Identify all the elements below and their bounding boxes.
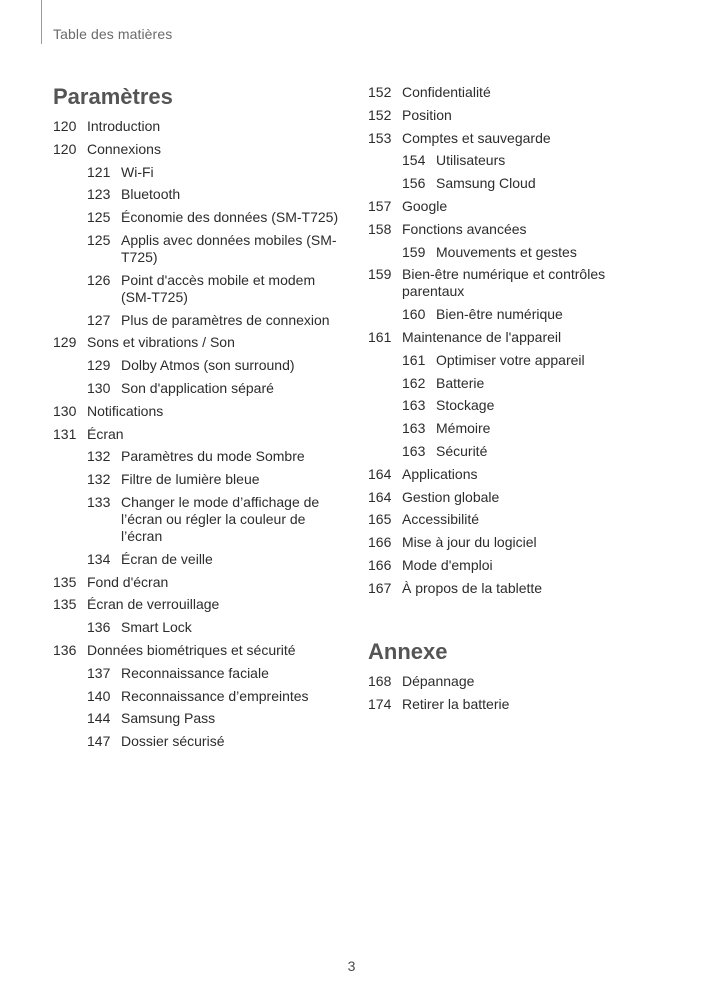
toc-entry-label: Samsung Cloud <box>436 175 536 192</box>
toc-page-number: 147 <box>87 733 111 750</box>
toc-entry[interactable] <box>53 710 343 727</box>
toc-page-number: 152 <box>368 84 392 100</box>
toc-page-number: 140 <box>87 687 111 704</box>
toc-page-number: 154 <box>402 152 426 169</box>
toc-page-number: 164 <box>368 465 392 482</box>
toc-entry-label: Dolby Atmos (son surround) <box>121 357 295 374</box>
toc-entry[interactable] <box>368 175 668 192</box>
toc-entry-label: Applis avec données mobiles (SM-T725) <box>121 231 337 265</box>
toc-entry-label: Données biométriques et sécurité <box>87 641 296 658</box>
toc-page-number: 167 <box>368 579 392 596</box>
toc-page-number: 163 <box>402 397 426 414</box>
toc-page-number: 152 <box>368 106 392 123</box>
toc-entry[interactable] <box>53 334 343 351</box>
toc-entry-label: Wi-Fi <box>121 163 154 180</box>
toc-entry-label: Fonctions avancées <box>402 220 527 237</box>
toc-entry-label: Gestion globale <box>402 488 500 505</box>
toc-entry-label: Smart Lock <box>121 619 192 636</box>
toc-entry[interactable] <box>368 107 668 124</box>
toc-page-number: 136 <box>87 619 111 636</box>
toc-page-number: 159 <box>368 266 392 283</box>
section-title-parametres: Paramètres <box>53 84 173 109</box>
toc-page-number: 161 <box>402 351 426 368</box>
right-column <box>368 84 668 718</box>
toc-entry[interactable] <box>53 272 343 306</box>
toc-entry[interactable] <box>368 375 668 392</box>
toc-entry-label: Sons et vibrations / Son <box>87 334 235 351</box>
toc-page-number: 126 <box>87 271 111 288</box>
toc-page-number: 127 <box>87 311 111 328</box>
toc-page-number: 130 <box>53 402 77 419</box>
toc-entry[interactable] <box>53 619 343 636</box>
toc-entry[interactable] <box>53 688 343 705</box>
toc-page-number: 130 <box>87 379 111 396</box>
toc-page-number: 163 <box>402 420 426 437</box>
section-title-annexe: Annexe <box>368 638 448 664</box>
toc-entry[interactable] <box>53 141 343 158</box>
toc-page-number: 162 <box>402 374 426 391</box>
toc-page-number: 121 <box>87 163 111 180</box>
toc-entry[interactable] <box>368 244 668 261</box>
toc-page-number: 132 <box>87 471 111 488</box>
toc-entry[interactable] <box>368 420 668 437</box>
toc-entry[interactable] <box>368 489 668 506</box>
toc-entry[interactable] <box>368 397 668 414</box>
toc-entry[interactable] <box>368 673 668 690</box>
toc-entry-label: Mise à jour du logiciel <box>402 534 537 551</box>
toc-entry[interactable] <box>53 357 343 374</box>
toc-page-number: 136 <box>53 641 77 658</box>
toc-entry[interactable] <box>53 642 343 659</box>
toc-entry[interactable] <box>368 511 668 528</box>
toc-entry-label: Écran de verrouillage <box>87 596 220 613</box>
toc-page-number: 156 <box>402 175 426 192</box>
toc-entry[interactable] <box>53 403 343 420</box>
toc-page-number: 120 <box>53 118 77 134</box>
toc-entry[interactable] <box>53 551 343 568</box>
toc-page-number: 131 <box>53 425 77 442</box>
toc-entry-label: Stockage <box>436 397 495 414</box>
toc-page-number: 144 <box>87 710 111 727</box>
left-column <box>53 84 343 756</box>
toc-entry-label: À propos de la tablette <box>402 579 543 596</box>
toc-entry-label: Son d'application séparé <box>121 379 274 396</box>
toc-entry-label: Économie des données (SM-T725) <box>121 209 339 226</box>
toc-entry-label: Mode d'emploi <box>402 556 493 573</box>
toc-entry-label: Bien-être numérique <box>436 306 563 323</box>
toc-page-number: 164 <box>368 488 392 505</box>
toc-page-number: 165 <box>368 511 392 528</box>
toc-entry[interactable] <box>368 198 668 215</box>
toc-entry-label: Introduction <box>87 118 161 134</box>
toc-entry-label: Optimiser votre appareil <box>436 351 585 368</box>
toc-entry-label: Dossier sécurisé <box>121 733 225 750</box>
toc-entry-label: Position <box>402 106 452 123</box>
toc-page-number: 123 <box>87 186 111 203</box>
toc-entry-label: Écran de veille <box>121 550 213 567</box>
toc-entry-label: Notifications <box>87 402 164 419</box>
toc-entry-label: Dépannage <box>402 672 475 689</box>
toc-entry-label: Filtre de lumière bleue <box>121 471 260 488</box>
toc-entry[interactable] <box>53 312 343 329</box>
toc-entry-label: Point d'accès mobile et modem (SM-T725) <box>121 271 316 305</box>
toc-entry[interactable] <box>368 534 668 551</box>
toc-entry-label: Écran <box>87 425 124 442</box>
toc-entry[interactable] <box>368 130 668 147</box>
toc-page-number: 166 <box>368 534 392 551</box>
toc-entry-label: Connexions <box>87 140 161 157</box>
toc-entry[interactable] <box>53 380 343 397</box>
toc-entry[interactable] <box>53 209 343 226</box>
toc-entry[interactable] <box>368 696 668 713</box>
toc-entry[interactable] <box>53 574 343 591</box>
toc-entry-label: Changer le mode d’affichage de l’écran ou régler la couleur de l’écran <box>121 493 320 544</box>
toc-entry-label: Bien-être numérique et contrôles parentaux <box>402 266 606 300</box>
header-rule <box>41 0 42 44</box>
toc-entry[interactable] <box>368 329 668 346</box>
toc-entry-label: Google <box>402 197 448 214</box>
toc-entry[interactable] <box>368 266 668 300</box>
toc-entry-label: Utilisateurs <box>436 152 506 169</box>
toc-page-number: 161 <box>368 328 392 345</box>
toc-entry-label: Batterie <box>436 374 485 391</box>
toc-entry[interactable] <box>53 448 343 465</box>
toc-entry-label: Fond d'écran <box>87 573 169 590</box>
toc-entry[interactable] <box>368 221 668 238</box>
toc-entry[interactable] <box>368 580 668 597</box>
toc-entry[interactable] <box>53 186 343 203</box>
toc-page-number: 153 <box>368 129 392 146</box>
toc-page-number: 137 <box>87 664 111 681</box>
toc-entry[interactable] <box>368 557 668 574</box>
toc-page-number: 168 <box>368 672 392 689</box>
toc-page-number: 157 <box>368 197 392 214</box>
toc-entry[interactable] <box>53 494 343 545</box>
toc-entry-label: Samsung Pass <box>121 710 216 727</box>
toc-page-number: 133 <box>87 493 111 510</box>
toc-page-number: 129 <box>53 334 77 351</box>
toc-page-number: 159 <box>402 243 426 260</box>
toc-entry-label: Bluetooth <box>121 186 181 203</box>
toc-entry[interactable] <box>53 665 343 682</box>
toc-entry[interactable] <box>368 466 668 483</box>
toc-page-number: 158 <box>368 220 392 237</box>
toc-entry-label: Reconnaissance d’empreintes <box>121 687 309 704</box>
toc-page-number: 125 <box>87 209 111 226</box>
toc-list-parametres-continued <box>368 84 668 597</box>
toc-page-number: 160 <box>402 306 426 323</box>
toc-page-number: 166 <box>368 556 392 573</box>
toc-entry-label: Mouvements et gestes <box>436 243 577 260</box>
toc-entry[interactable] <box>368 352 668 369</box>
toc-page-number: 120 <box>53 140 77 157</box>
toc-page-number: 174 <box>368 695 392 712</box>
toc-entry[interactable] <box>368 84 668 101</box>
toc-entry[interactable] <box>368 152 668 169</box>
toc-entry[interactable] <box>368 306 668 323</box>
toc-entry[interactable] <box>53 596 343 613</box>
toc-entry-label: Paramètres du mode Sombre <box>121 448 305 465</box>
toc-entry-label: Maintenance de l'appareil <box>402 328 562 345</box>
toc-page-number: 125 <box>87 231 111 248</box>
toc-page-number: 132 <box>87 448 111 465</box>
toc-entry-label: Comptes et sauvegarde <box>402 129 551 146</box>
toc-page-number: 135 <box>53 573 77 590</box>
toc-entry-label: Retirer la batterie <box>402 695 510 712</box>
toc-entry[interactable] <box>53 232 343 266</box>
toc-list-annexe <box>368 673 668 713</box>
toc-entry-label: Sécurité <box>436 442 488 459</box>
toc-page-number: 163 <box>402 442 426 459</box>
toc-entry-label: Plus de paramètres de connexion <box>121 311 330 328</box>
toc-page-number: 129 <box>87 357 111 374</box>
toc-entry-label: Mémoire <box>436 420 491 437</box>
header-title: Table des matières <box>53 26 173 42</box>
toc-entry[interactable] <box>53 426 343 443</box>
toc-entry[interactable] <box>53 471 343 488</box>
toc-entry-label: Applications <box>402 465 478 482</box>
toc-entry-label: Reconnaissance faciale <box>121 664 269 681</box>
toc-page-number: 135 <box>53 596 77 613</box>
toc-entry[interactable] <box>368 443 668 460</box>
toc-entry-label: Accessibilité <box>402 511 480 528</box>
toc-entry[interactable] <box>53 118 343 135</box>
toc-entry-label: Confidentialité <box>402 84 491 100</box>
toc-entry[interactable] <box>53 164 343 181</box>
toc-entry[interactable] <box>53 733 343 750</box>
toc-list-parametres <box>53 118 343 750</box>
page-number: 3 <box>347 958 356 974</box>
toc-page-number: 134 <box>87 550 111 567</box>
